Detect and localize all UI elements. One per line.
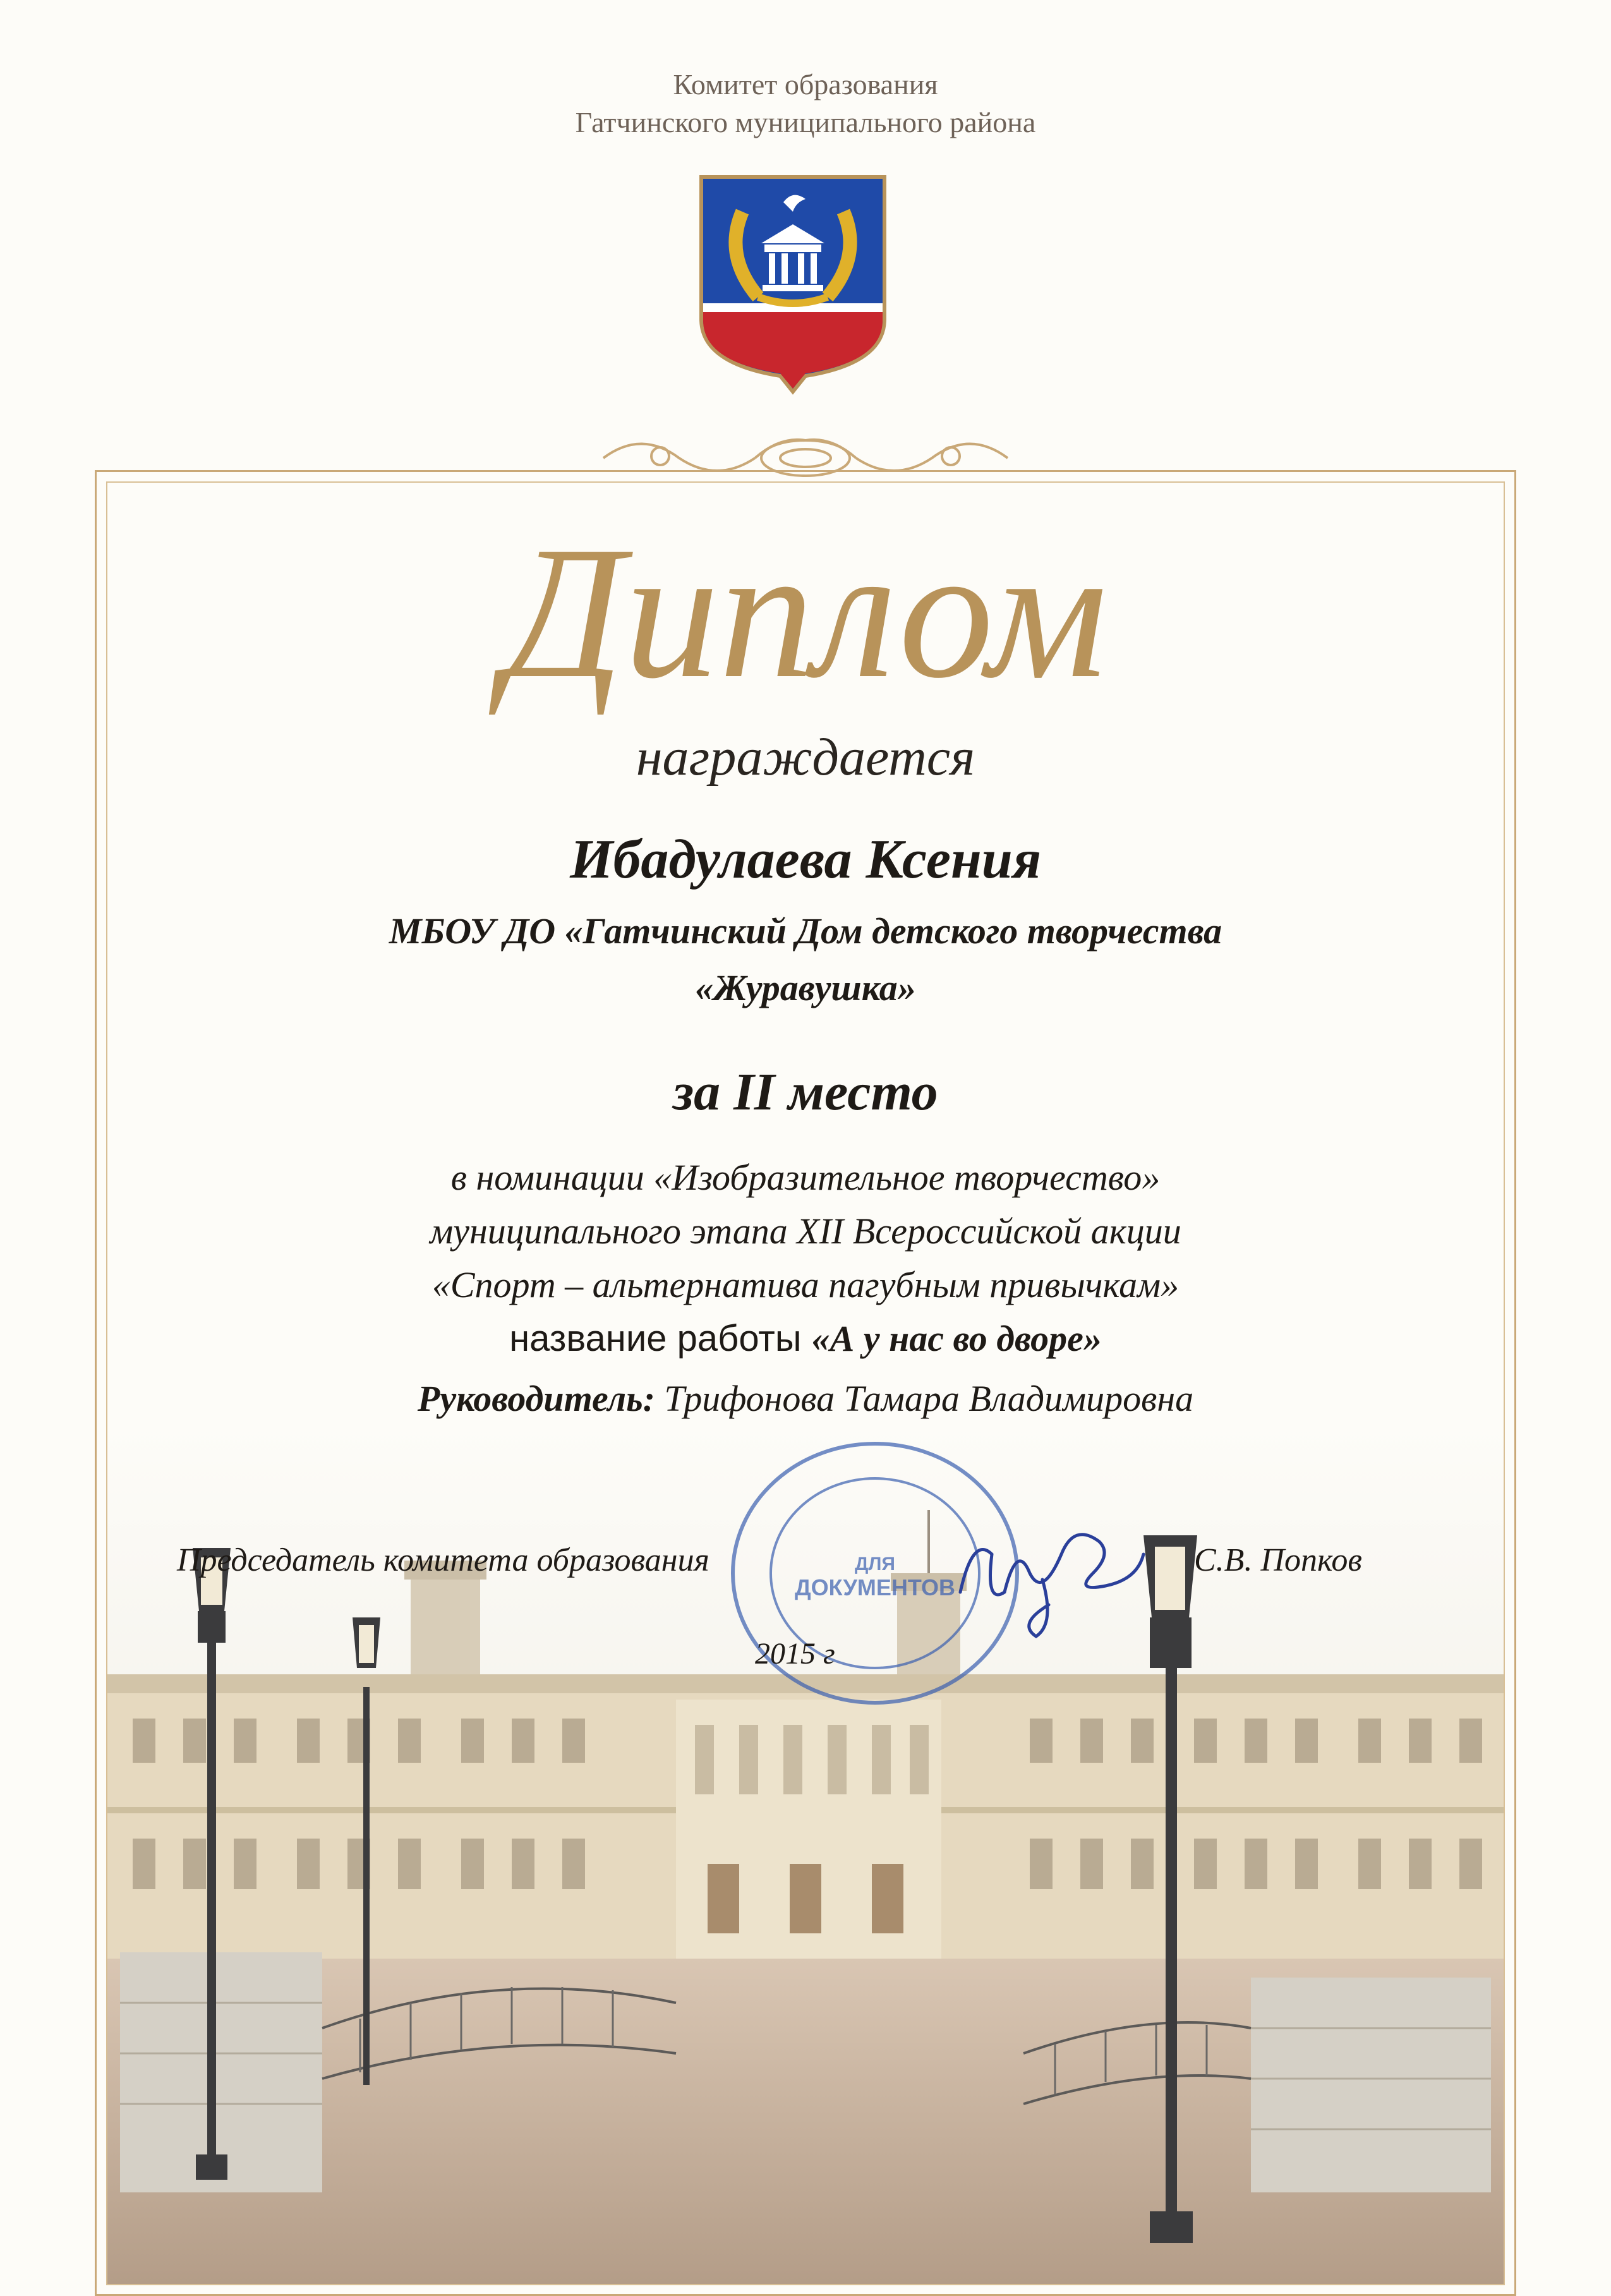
year-text: 2015 г	[755, 1637, 835, 1671]
committee-line-2: Гатчинского муниципального района	[575, 106, 1036, 138]
svg-text:ДОКУМЕНТОВ: ДОКУМЕНТОВ	[794, 1574, 956, 1600]
work-title	[0, 1317, 1611, 1360]
diploma-title	[404, 505, 1207, 727]
award-place: за II место	[673, 1063, 938, 1121]
recipient-name: Ибадулаева Ксения	[569, 829, 1042, 890]
chairman-name: С.В. Попков	[1194, 1542, 1362, 1578]
awarded-text: награждается	[636, 728, 975, 787]
handwritten-signature-icon	[948, 1497, 1150, 1649]
nomination-line-1: в номинации «Изобразительное творчество»	[450, 1157, 1161, 1198]
chairman-title: Председатель комитета образования	[177, 1542, 709, 1578]
leader-name: Трифонова Тамара Владимировна	[655, 1378, 1194, 1419]
leader-line	[0, 1377, 1611, 1420]
organization-line-2: «Журавушка»	[695, 967, 916, 1008]
work-value: «А у нас во дворе»	[811, 1318, 1102, 1359]
leader-label: Руководитель:	[417, 1378, 655, 1419]
nomination-line-2: муниципального этапа XII Всероссийской акции	[430, 1211, 1181, 1252]
coat-of-arms-icon	[698, 174, 888, 395]
organization-line-1: МБОУ ДО «Гатчинский Дом детского творчества	[389, 910, 1222, 952]
committee-line-1: Комитет образования	[673, 68, 938, 100]
nomination-line-3: «Спорт – альтернатива пагубным привычкам»	[431, 1264, 1180, 1305]
work-label: название работы	[509, 1318, 812, 1359]
svg-text:Диплом: Диплом	[504, 507, 1107, 717]
flourish-ornament-icon	[591, 423, 1020, 486]
svg-text:ДЛЯ: ДЛЯ	[855, 1554, 895, 1574]
